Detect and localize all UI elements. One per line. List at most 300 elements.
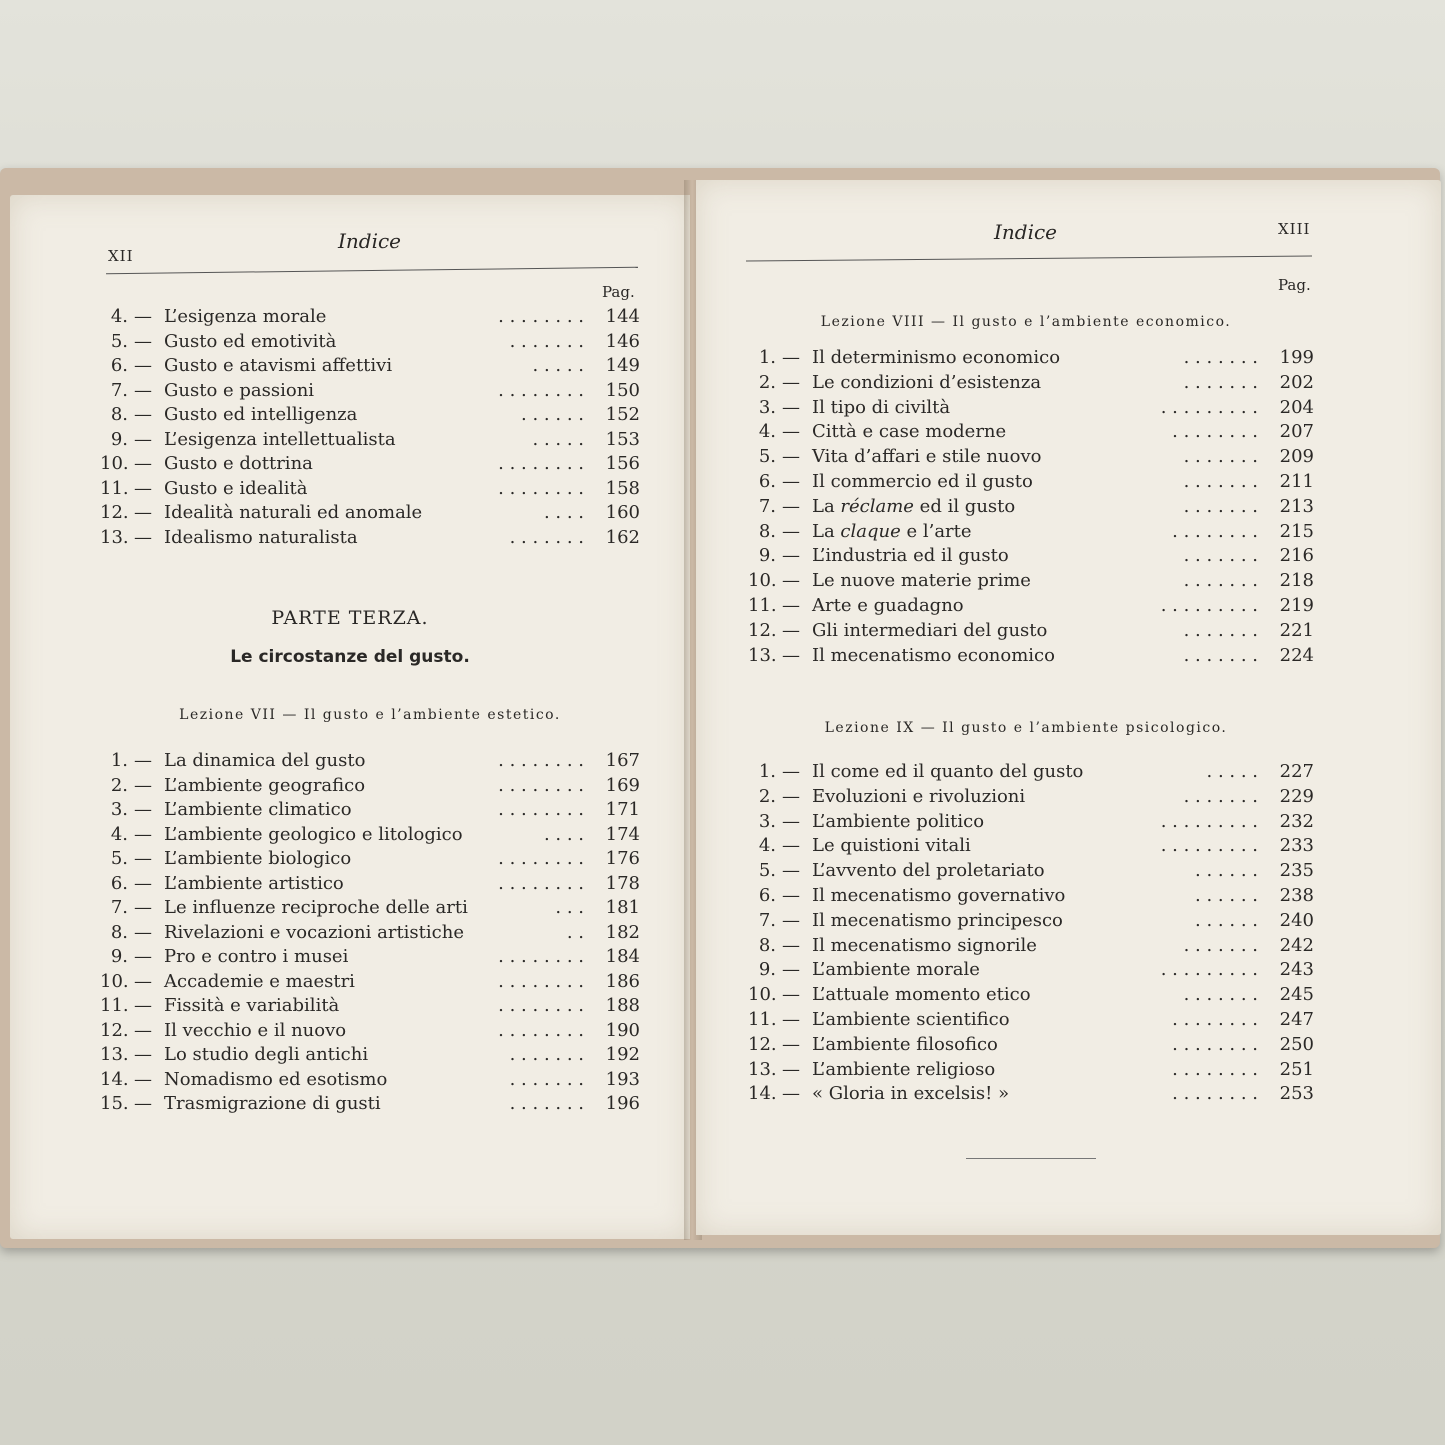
list-item xyxy=(748,371,1314,396)
entry-number: 12. xyxy=(100,502,129,523)
entry-page-number: 174 xyxy=(605,823,640,845)
entry-dash: — xyxy=(134,526,152,548)
entry-number: 5. xyxy=(758,860,776,882)
entry-dash: — xyxy=(782,371,800,393)
lesson-viii-heading: Lezione VIII — Il gusto e l’ambiente economico. xyxy=(820,314,1232,330)
entry-page-number: 232 xyxy=(1279,810,1314,832)
entry-dash: — xyxy=(782,860,800,882)
entry-dash: — xyxy=(782,1033,800,1055)
entry-title: L’esigenza intellettualista xyxy=(164,428,396,450)
list-item xyxy=(748,909,1314,934)
entry-page-number: 215 xyxy=(1279,520,1314,542)
entry-page-number: 202 xyxy=(1279,371,1314,393)
lesson-ix-heading: Lezione IX — Il gusto e l’ambiente psicologico. xyxy=(824,720,1228,736)
entry-leader-dots: . . . . . . . . xyxy=(1172,1083,1258,1105)
entry-dash: — xyxy=(782,761,800,782)
entry-page-number: 243 xyxy=(1279,959,1314,981)
entry-title xyxy=(812,495,1015,520)
entry-page-number: 188 xyxy=(605,995,640,1016)
entry-number: 9. xyxy=(110,946,128,967)
list-item xyxy=(100,428,640,453)
entry-title: L’esigenza morale xyxy=(164,306,327,327)
entry-dash: — xyxy=(782,520,800,542)
entry-leader-dots: . . . . . . . xyxy=(1183,619,1258,641)
entry-dash: — xyxy=(782,959,800,981)
entry-dash: — xyxy=(134,404,152,425)
entry-title: Fissità e variabilità xyxy=(164,995,340,1016)
entry-title: Rivelazioni e vocazioni artistiche xyxy=(164,921,464,943)
entry-dash: — xyxy=(134,848,152,869)
entry-page-number: 176 xyxy=(605,848,640,869)
entry-number: 8. xyxy=(758,520,776,542)
entry-leader-dots: . . . . . . . . xyxy=(1172,1008,1258,1030)
entry-title: Il mecenatismo governativo xyxy=(812,884,1066,906)
entry-title-italic: claque xyxy=(840,520,901,542)
entry-page-number: 224 xyxy=(1279,644,1314,666)
entry-leader-dots: . . . . . . . xyxy=(1183,984,1258,1006)
entry-title: « Gloria in excelsis! » xyxy=(812,1083,1010,1105)
entry-title: L’ambiente religioso xyxy=(812,1058,996,1080)
entry-dash: — xyxy=(782,835,800,857)
entry-page-number: 184 xyxy=(605,946,640,967)
list-item xyxy=(748,495,1314,520)
list-item xyxy=(100,1092,640,1117)
entry-leader-dots: . . . . . . . . xyxy=(498,306,584,327)
entry-dash: — xyxy=(134,897,152,918)
entry-dash: — xyxy=(134,774,152,796)
entry-dash: — xyxy=(782,446,800,468)
entry-page-number: 235 xyxy=(1279,860,1314,882)
entry-page-number: 152 xyxy=(605,404,640,425)
entry-page-number: 227 xyxy=(1279,761,1314,782)
entry-dash: — xyxy=(782,884,800,906)
entry-number: 6. xyxy=(110,872,128,894)
entry-leader-dots: . . . . . . . . . xyxy=(1160,959,1258,981)
entry-title: Il tipo di civiltà xyxy=(812,396,951,418)
list-item xyxy=(748,785,1314,810)
entry-number: 2. xyxy=(758,371,776,393)
entry-leader-dots: . . . . . . . xyxy=(1183,347,1258,368)
entry-page-number: 181 xyxy=(605,897,640,918)
entry-page-number: 221 xyxy=(1279,619,1314,641)
entry-title: Gusto e atavismi affettivi xyxy=(164,355,393,376)
entry-number: 5. xyxy=(110,330,128,352)
entry-dash: — xyxy=(134,946,152,967)
entry-number: 3. xyxy=(110,799,128,820)
entry-dash: — xyxy=(782,495,800,517)
entry-number: 13. xyxy=(748,1058,777,1080)
entry-number: 1. xyxy=(110,750,128,771)
entry-number: 9. xyxy=(110,428,128,450)
entry-title: Gusto ed emotività xyxy=(164,330,337,352)
entry-title: Idealità naturali ed anomale xyxy=(164,502,423,523)
entry-number: 8. xyxy=(110,404,128,425)
entry-page-number: 150 xyxy=(605,379,640,401)
entry-leader-dots: . . . . . . . . xyxy=(1172,1058,1258,1080)
entry-page-number: 250 xyxy=(1279,1033,1314,1055)
part-label: PARTE TERZA. xyxy=(271,607,429,629)
list-item xyxy=(748,544,1314,569)
entry-title: L’avvento del proletariato xyxy=(812,860,1045,882)
entry-leader-dots: . . . . . . . . . xyxy=(1160,594,1258,616)
entry-number: 8. xyxy=(758,934,776,956)
entry-title: L’ambiente biologico xyxy=(164,848,352,869)
entry-number: 10. xyxy=(100,970,129,992)
entry-page-number: 146 xyxy=(605,330,640,352)
entry-page-number: 169 xyxy=(605,774,640,796)
entry-dash: — xyxy=(782,909,800,931)
entry-title: L’attuale momento etico xyxy=(812,984,1031,1006)
list-item xyxy=(748,594,1314,619)
entry-title: Le influenze reciproche delle arti xyxy=(164,897,468,918)
entry-title: Il mecenatismo signorile xyxy=(812,934,1037,956)
entry-number: 7. xyxy=(110,379,128,401)
entry-dash: — xyxy=(134,428,152,450)
entry-title-pre: La xyxy=(812,520,841,542)
entry-title: Pro e contro i musei xyxy=(164,946,349,967)
entry-number: 12. xyxy=(100,1019,129,1041)
list-item xyxy=(100,994,640,1019)
entry-dash: — xyxy=(134,502,152,523)
list-item xyxy=(100,749,640,774)
entry-title: L’industria ed il gusto xyxy=(812,545,1009,567)
entry-number: 10. xyxy=(748,984,777,1006)
entry-title: Il mecenatismo principesco xyxy=(812,909,1063,931)
list-item xyxy=(748,619,1314,644)
list-item xyxy=(100,1043,640,1068)
entry-title: Trasmigrazione di gusti xyxy=(164,1093,381,1114)
entry-title: L’ambiente morale xyxy=(812,959,980,981)
entry-title: Il determinismo economico xyxy=(812,347,1061,368)
entry-title: Evoluzioni e rivoluzioni xyxy=(812,785,1026,807)
entry-number: 11. xyxy=(100,995,129,1016)
part-title: Le circostanze del gusto. xyxy=(230,647,470,667)
entry-dash: — xyxy=(782,1008,800,1030)
pag-label-left: Pag. xyxy=(602,283,635,301)
entry-dash: — xyxy=(782,1058,800,1080)
entry-leader-dots: . . . . . . . . . xyxy=(1160,810,1258,832)
entry-title-italic: réclame xyxy=(840,495,914,517)
entry-dash: — xyxy=(134,355,152,376)
entry-number: 4. xyxy=(758,835,776,857)
toc-list-lesson-ix xyxy=(748,760,1314,1107)
entry-leader-dots: . . . . . . . xyxy=(1183,545,1258,567)
list-item xyxy=(748,834,1314,859)
entry-page-number: 242 xyxy=(1279,934,1314,956)
entry-page-number: 209 xyxy=(1279,446,1314,468)
entry-number: 12. xyxy=(748,1033,777,1055)
entry-title: Idealismo naturalista xyxy=(164,526,358,548)
entry-number: 9. xyxy=(758,545,776,567)
entry-page-number: 192 xyxy=(605,1044,640,1065)
entry-number: 6. xyxy=(758,470,776,492)
list-item xyxy=(748,520,1314,545)
list-item xyxy=(100,798,640,823)
entry-page-number: 229 xyxy=(1279,785,1314,807)
entry-page-number: 193 xyxy=(605,1068,640,1090)
list-item xyxy=(748,445,1314,470)
entry-title: Le nuove materie prime xyxy=(812,570,1031,592)
entry-number: 3. xyxy=(758,810,776,832)
list-item xyxy=(100,305,640,330)
list-item xyxy=(100,823,640,848)
entry-leader-dots: . . . . . . xyxy=(1195,909,1258,931)
entry-dash: — xyxy=(134,1093,152,1114)
entry-leader-dots: . . . . xyxy=(543,502,584,523)
entry-number: 11. xyxy=(748,1008,777,1030)
list-item xyxy=(748,1058,1314,1083)
list-item xyxy=(748,1008,1314,1033)
entry-number: 13. xyxy=(100,526,129,548)
entry-dash: — xyxy=(782,934,800,956)
entry-dash: — xyxy=(782,347,800,368)
entry-page-number: 199 xyxy=(1279,347,1314,368)
entry-title: L’ambiente geologico e litologico xyxy=(164,823,463,845)
list-item xyxy=(100,526,640,551)
entry-leader-dots: . . . . . . . xyxy=(1183,785,1258,807)
entry-leader-dots: . . . . . . xyxy=(1195,860,1258,882)
entry-dash: — xyxy=(134,872,152,894)
list-item xyxy=(100,379,640,404)
entry-title: Le condizioni d’esistenza xyxy=(812,371,1042,393)
list-item xyxy=(100,945,640,970)
entry-leader-dots: . . . . . . . . . xyxy=(1160,396,1258,418)
entry-title: La dinamica del gusto xyxy=(164,750,366,771)
entry-number: 13. xyxy=(100,1044,129,1065)
entry-page-number: 144 xyxy=(605,306,640,327)
entry-number: 3. xyxy=(758,396,776,418)
entry-leader-dots: . . . . . . . xyxy=(1183,570,1258,592)
entry-page-number: 207 xyxy=(1279,421,1314,443)
entry-page-number: 178 xyxy=(605,872,640,894)
entry-dash: — xyxy=(134,1019,152,1041)
entry-number: 4. xyxy=(758,421,776,443)
pag-label-right: Pag. xyxy=(1278,276,1311,294)
toc-list-lesson-viii xyxy=(748,346,1314,668)
entry-title: Città e case moderne xyxy=(812,421,1007,443)
folio-left: XII xyxy=(108,247,134,265)
list-item xyxy=(100,774,640,799)
entry-page-number: 158 xyxy=(605,477,640,499)
list-item xyxy=(748,470,1314,495)
entry-title: Il vecchio e il nuovo xyxy=(164,1019,347,1041)
list-item xyxy=(748,958,1314,983)
list-item xyxy=(748,346,1314,371)
entry-page-number: 245 xyxy=(1279,984,1314,1006)
entry-leader-dots: . . . . . xyxy=(532,355,584,376)
entry-leader-dots: . . . . . . . xyxy=(509,526,584,548)
entry-dash: — xyxy=(134,1068,152,1090)
entry-title-post: ed il gusto xyxy=(913,495,1016,517)
entry-dash: — xyxy=(134,306,152,327)
list-item xyxy=(100,896,640,921)
entry-title: Arte e guadagno xyxy=(812,594,964,616)
entry-number: 10. xyxy=(748,570,777,592)
entry-number: 5. xyxy=(110,848,128,869)
list-item xyxy=(748,569,1314,594)
entry-page-number: 190 xyxy=(605,1019,640,1041)
entry-dash: — xyxy=(134,921,152,943)
entry-page-number: 219 xyxy=(1279,594,1314,616)
entry-page-number: 216 xyxy=(1279,545,1314,567)
toc-list-left-top xyxy=(100,305,640,550)
entry-number: 14. xyxy=(748,1083,777,1105)
entry-title: L’ambiente filosofico xyxy=(812,1033,998,1055)
list-item xyxy=(748,983,1314,1008)
entry-leader-dots: . . . . . . . xyxy=(1183,495,1258,517)
entry-page-number: 162 xyxy=(605,526,640,548)
entry-number: 12. xyxy=(748,619,777,641)
entry-dash: — xyxy=(782,421,800,443)
entry-leader-dots: . . . . . . . . xyxy=(498,872,584,894)
entry-dash: — xyxy=(782,984,800,1006)
entry-title: Gusto e dottrina xyxy=(164,453,313,474)
list-item xyxy=(100,872,640,897)
entry-number: 11. xyxy=(748,594,777,616)
list-item xyxy=(748,760,1314,785)
list-item xyxy=(100,1068,640,1093)
folio-right: XIII xyxy=(1278,220,1311,238)
entry-dash: — xyxy=(782,570,800,592)
entry-page-number: 247 xyxy=(1279,1008,1314,1030)
entry-page-number: 233 xyxy=(1279,835,1314,857)
entry-title: Gusto ed intelligenza xyxy=(164,404,358,425)
entry-number: 14. xyxy=(100,1068,129,1090)
entry-leader-dots: . . . . . . xyxy=(521,404,584,425)
entry-number: 2. xyxy=(110,774,128,796)
entry-leader-dots: . . . . . . . . xyxy=(498,453,584,474)
entry-title: Il mecenatismo economico xyxy=(812,644,1055,666)
entry-title-post: e l’arte xyxy=(900,520,972,542)
entry-leader-dots: . . xyxy=(566,921,584,943)
entry-leader-dots: . . . . . xyxy=(1206,761,1258,782)
entry-page-number: 218 xyxy=(1279,570,1314,592)
list-item xyxy=(100,477,640,502)
entry-leader-dots: . . . . . . . . . xyxy=(1160,835,1258,857)
running-head-right: Indice xyxy=(994,220,1058,244)
list-item xyxy=(100,970,640,995)
entry-page-number: 167 xyxy=(605,750,640,771)
toc-list-left-bottom xyxy=(100,749,640,1117)
entry-leader-dots: . . . . . . . . xyxy=(1172,421,1258,443)
list-item xyxy=(748,859,1314,884)
entry-title: L’ambiente climatico xyxy=(164,799,352,820)
header-rule-right xyxy=(746,256,1312,262)
entry-title: L’ambiente geografico xyxy=(164,774,366,796)
list-item xyxy=(748,884,1314,909)
entry-number: 6. xyxy=(758,884,776,906)
lesson-vii-heading: Lezione VII — Il gusto e l’ambiente estetico. xyxy=(179,707,561,723)
entry-leader-dots: . . . . . . . . xyxy=(1172,520,1258,542)
entry-leader-dots: . . . . . xyxy=(532,428,584,450)
entry-dash: — xyxy=(134,477,152,499)
entry-title: Vita d’affari e stile nuovo xyxy=(812,446,1042,468)
entry-title: Accademie e maestri xyxy=(164,970,355,992)
entry-leader-dots: . . . . . . . . xyxy=(498,774,584,796)
entry-leader-dots: . . . . . . . xyxy=(1183,934,1258,956)
entry-dash: — xyxy=(134,750,152,771)
list-item xyxy=(748,644,1314,669)
entry-title: Gusto e idealità xyxy=(164,477,308,499)
entry-page-number: 238 xyxy=(1279,884,1314,906)
entry-page-number: 171 xyxy=(605,799,640,820)
entry-dash: — xyxy=(134,970,152,992)
running-head-left: Indice xyxy=(338,229,402,253)
entry-leader-dots: . . . . . . . . xyxy=(498,750,584,771)
header-rule-left xyxy=(106,267,638,274)
entry-leader-dots: . . . . . . . . xyxy=(498,970,584,992)
entry-number: 7. xyxy=(110,897,128,918)
entry-leader-dots: . . . . . . . . xyxy=(498,995,584,1016)
right-page xyxy=(696,180,1441,1235)
entry-leader-dots: . . . . . . . xyxy=(509,1044,584,1065)
list-item xyxy=(748,396,1314,421)
entry-leader-dots: . . . xyxy=(555,897,584,918)
list-item xyxy=(748,1033,1314,1058)
entry-title: Il come ed il quanto del gusto xyxy=(812,761,1084,782)
entry-leader-dots: . . . . . . xyxy=(1195,884,1258,906)
list-item xyxy=(100,452,640,477)
list-item xyxy=(100,1019,640,1044)
list-item xyxy=(100,403,640,428)
entry-page-number: 153 xyxy=(605,428,640,450)
entry-page-number: 186 xyxy=(605,970,640,992)
entry-dash: — xyxy=(782,396,800,418)
entry-leader-dots: . . . . . . . xyxy=(1183,446,1258,468)
entry-title: Gli intermediari del gusto xyxy=(812,619,1048,641)
entry-dash: — xyxy=(134,379,152,401)
entry-title: Il commercio ed il gusto xyxy=(812,470,1033,492)
list-item xyxy=(100,847,640,872)
entry-number: 8. xyxy=(110,921,128,943)
list-item xyxy=(748,1082,1314,1107)
entry-title: L’ambiente scientifico xyxy=(812,1008,1010,1030)
entry-leader-dots: . . . . xyxy=(543,823,584,845)
entry-title: Lo studio degli antichi xyxy=(164,1044,369,1065)
entry-dash: — xyxy=(134,799,152,820)
entry-page-number: 149 xyxy=(605,355,640,376)
entry-dash: — xyxy=(782,470,800,492)
entry-page-number: 156 xyxy=(605,453,640,474)
entry-number: 9. xyxy=(758,959,776,981)
entry-number: 13. xyxy=(748,644,777,666)
entry-leader-dots: . . . . . . . . xyxy=(498,848,584,869)
entry-leader-dots: . . . . . . . . xyxy=(498,379,584,401)
entry-leader-dots: . . . . . . . . xyxy=(498,799,584,820)
entry-number: 15. xyxy=(100,1093,129,1114)
list-item xyxy=(100,330,640,355)
entry-number: 4. xyxy=(110,306,128,327)
entry-page-number: 182 xyxy=(605,921,640,943)
entry-dash: — xyxy=(782,1083,800,1105)
entry-number: 2. xyxy=(758,785,776,807)
entry-number: 7. xyxy=(758,495,776,517)
entry-page-number: 240 xyxy=(1279,909,1314,931)
entry-leader-dots: . . . . . . . . xyxy=(498,477,584,499)
entry-number: 7. xyxy=(758,909,776,931)
entry-number: 1. xyxy=(758,761,776,782)
entry-dash: — xyxy=(782,810,800,832)
entry-page-number: 196 xyxy=(605,1093,640,1114)
entry-leader-dots: . . . . . . . xyxy=(509,1093,584,1114)
entry-leader-dots: . . . . . . . xyxy=(509,1068,584,1090)
entry-number: 5. xyxy=(758,446,776,468)
entry-title xyxy=(812,520,972,545)
entry-dash: — xyxy=(134,995,152,1016)
entry-page-number: 204 xyxy=(1279,396,1314,418)
entry-page-number: 160 xyxy=(605,502,640,523)
entry-dash: — xyxy=(782,594,800,616)
